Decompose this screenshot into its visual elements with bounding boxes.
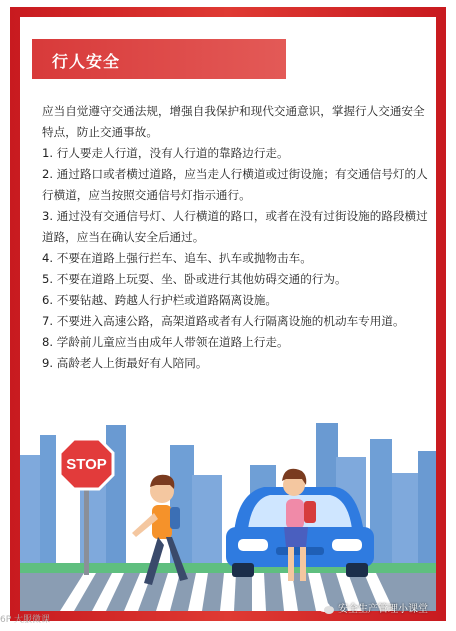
wechat-icon — [318, 602, 334, 614]
intro-paragraph: 应当自觉遵守交通法规，增强自我保护和现代交通意识，掌握行人交通安全特点，防止交通事故。 — [42, 104, 425, 139]
title-banner — [32, 39, 286, 79]
grass-strip — [20, 563, 436, 573]
watermark-text: 安全生产管理小课堂 — [338, 604, 428, 615]
watermark — [318, 600, 428, 615]
rule-item: 9. 高龄老人上街最好有人陪同。 — [42, 356, 208, 370]
rules-text — [42, 101, 428, 374]
rule-item: 5. 不要在道路上玩耍、坐、卧或进行其他妨碍交通的行为。 — [42, 272, 347, 286]
stop-sign-text: STOP — [66, 456, 107, 473]
rule-item: 7. 不要进入高速公路，高架道路或者有人行隔离设施的机动车专用道。 — [42, 314, 405, 328]
rule-item: 4. 不要在道路上强行拦车、追车、扒车或抛物击车。 — [42, 251, 312, 265]
rule-item: 8. 学龄前儿童应当由成年人带领在道路上行走。 — [42, 335, 289, 349]
corner-mark: 6P 大服微课 — [0, 615, 51, 625]
rule-item: 1. 行人要走人行道，没有人行道的靠路边行走。 — [42, 146, 289, 160]
rule-item: 6. 不要钻越、跨越人行护栏或道路隔离设施。 — [42, 293, 278, 307]
rule-item: 2. 通过路口或者横过道路，应当走人行横道或过街设施；有交通信号灯的人行横道，应当按照交通信号灯指示通行。 — [42, 167, 428, 202]
page-title: 行人安全 — [52, 52, 121, 71]
crosswalk-illustration — [20, 415, 436, 611]
rule-item: 3. 通过没有交通信号灯、人行横道的路口，或者在没有过街设施的路段横过道路，应当在确认安全后通过。 — [42, 209, 428, 244]
poster-content — [20, 17, 436, 611]
poster-frame — [10, 7, 446, 621]
